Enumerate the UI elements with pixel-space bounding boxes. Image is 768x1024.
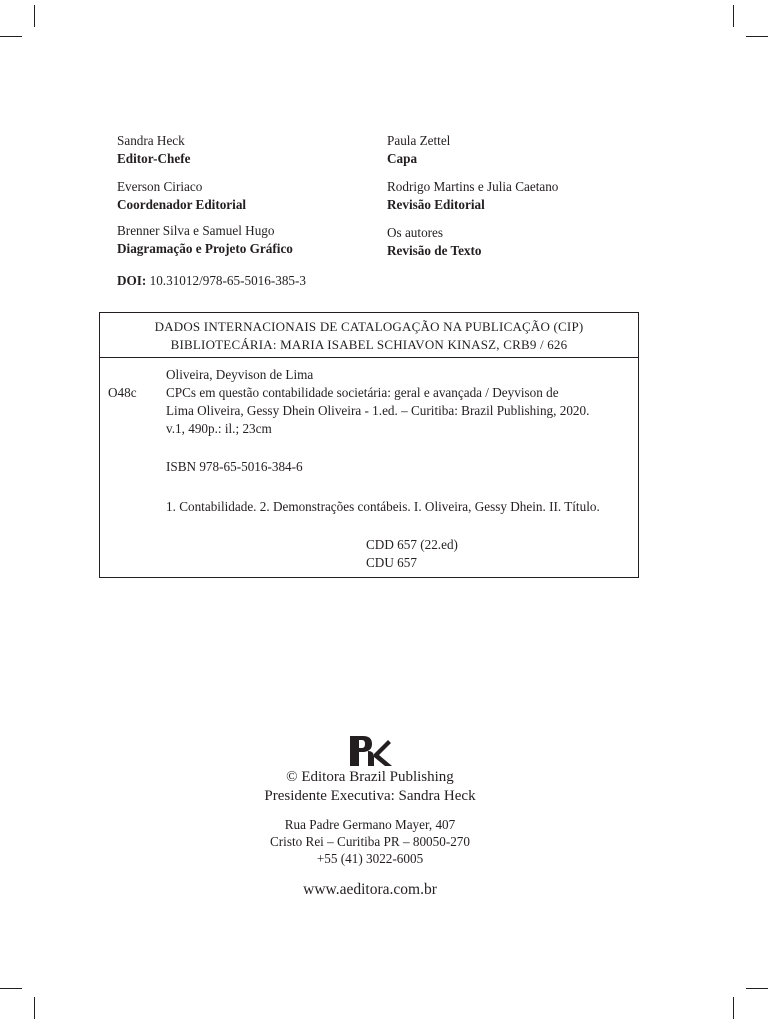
cip-cutter-code: O48c <box>108 385 137 400</box>
cip-author: Oliveira, Deyvison de Lima <box>166 367 314 382</box>
crop-mark <box>0 36 22 37</box>
credit-name: Paula Zettel <box>387 133 451 148</box>
publisher-phone: +55 (41) 3022-6005 <box>316 851 424 866</box>
crop-mark <box>746 36 768 37</box>
doi-label: DOI: <box>117 273 147 288</box>
credit-name: Os autores <box>387 225 444 240</box>
crop-mark <box>34 997 35 1019</box>
credit-name: Everson Ciriaco <box>117 179 203 194</box>
crop-mark <box>733 997 734 1019</box>
cip-cdd: CDD 657 (22.ed) <box>366 537 458 552</box>
credit-editorial-coordinator <box>117 178 246 214</box>
credit-role: Revisão Editorial <box>387 197 485 212</box>
doi-value: 10.31012/978-65-5016-385-3 <box>149 273 307 288</box>
credit-role: Revisão de Texto <box>387 243 482 258</box>
credit-layout-design <box>117 222 293 258</box>
credit-text-review <box>387 224 482 260</box>
crop-mark <box>0 988 22 989</box>
publisher-website: www.aeditora.com.br <box>303 881 437 898</box>
address-city: Cristo Rei – Curitiba PR – 80050-270 <box>269 834 470 849</box>
credit-role: Capa <box>387 151 418 166</box>
cip-header-title: DADOS INTERNACIONAIS DE CATALOGAÇÃO NA PUBLICAÇÃO (CIP) <box>154 319 584 334</box>
crop-mark <box>746 988 768 989</box>
publisher-info <box>0 768 740 806</box>
doi-line <box>117 273 306 289</box>
cip-header <box>100 313 638 358</box>
publisher-address <box>0 816 740 867</box>
credit-role: Diagramação e Projeto Gráfico <box>117 241 293 256</box>
cip-description-line: v.1, 490p.: il.; 23cm <box>166 421 272 436</box>
cip-description-line: CPCs em questão contabilidade societária: geral e avançada / Deyvison de <box>166 385 559 400</box>
cip-isbn: ISBN 978-65-5016-384-6 <box>166 459 303 474</box>
crop-mark <box>34 5 35 27</box>
credit-role: Editor-Chefe <box>117 151 191 166</box>
cip-description-line: Lima Oliveira, Gessy Dhein Oliveira - 1.ed. – Curitiba: Brazil Publishing, 2020. <box>166 403 590 418</box>
crop-mark <box>733 5 734 27</box>
cip-cdu: CDU 657 <box>366 555 417 570</box>
credit-role: Coordenador Editorial <box>117 197 247 212</box>
credit-name: Rodrigo Martins e Julia Caetano <box>387 179 559 194</box>
address-street: Rua Padre Germano Mayer, 407 <box>284 817 456 832</box>
cip-subjects: 1. Contabilidade. 2. Demonstrações contábeis. I. Oliveira, Gessy Dhein. II. Título. <box>166 499 600 514</box>
publisher-copyright: © Editora Brazil Publishing <box>286 769 454 785</box>
credit-editorial-review <box>387 178 558 214</box>
cip-catalog-box <box>99 312 639 578</box>
credit-editor-chief <box>117 132 191 168</box>
credit-name: Sandra Heck <box>117 133 185 148</box>
publisher-logo-icon <box>348 734 394 768</box>
publisher-president: Presidente Executiva: Sandra Heck <box>264 788 476 804</box>
credit-cover <box>387 132 450 168</box>
cip-header-librarian: BIBLIOTECÁRIA: MARIA ISABEL SCHIAVON KINASZ, CRB9 / 626 <box>170 337 568 352</box>
credit-name: Brenner Silva e Samuel Hugo <box>117 223 275 238</box>
